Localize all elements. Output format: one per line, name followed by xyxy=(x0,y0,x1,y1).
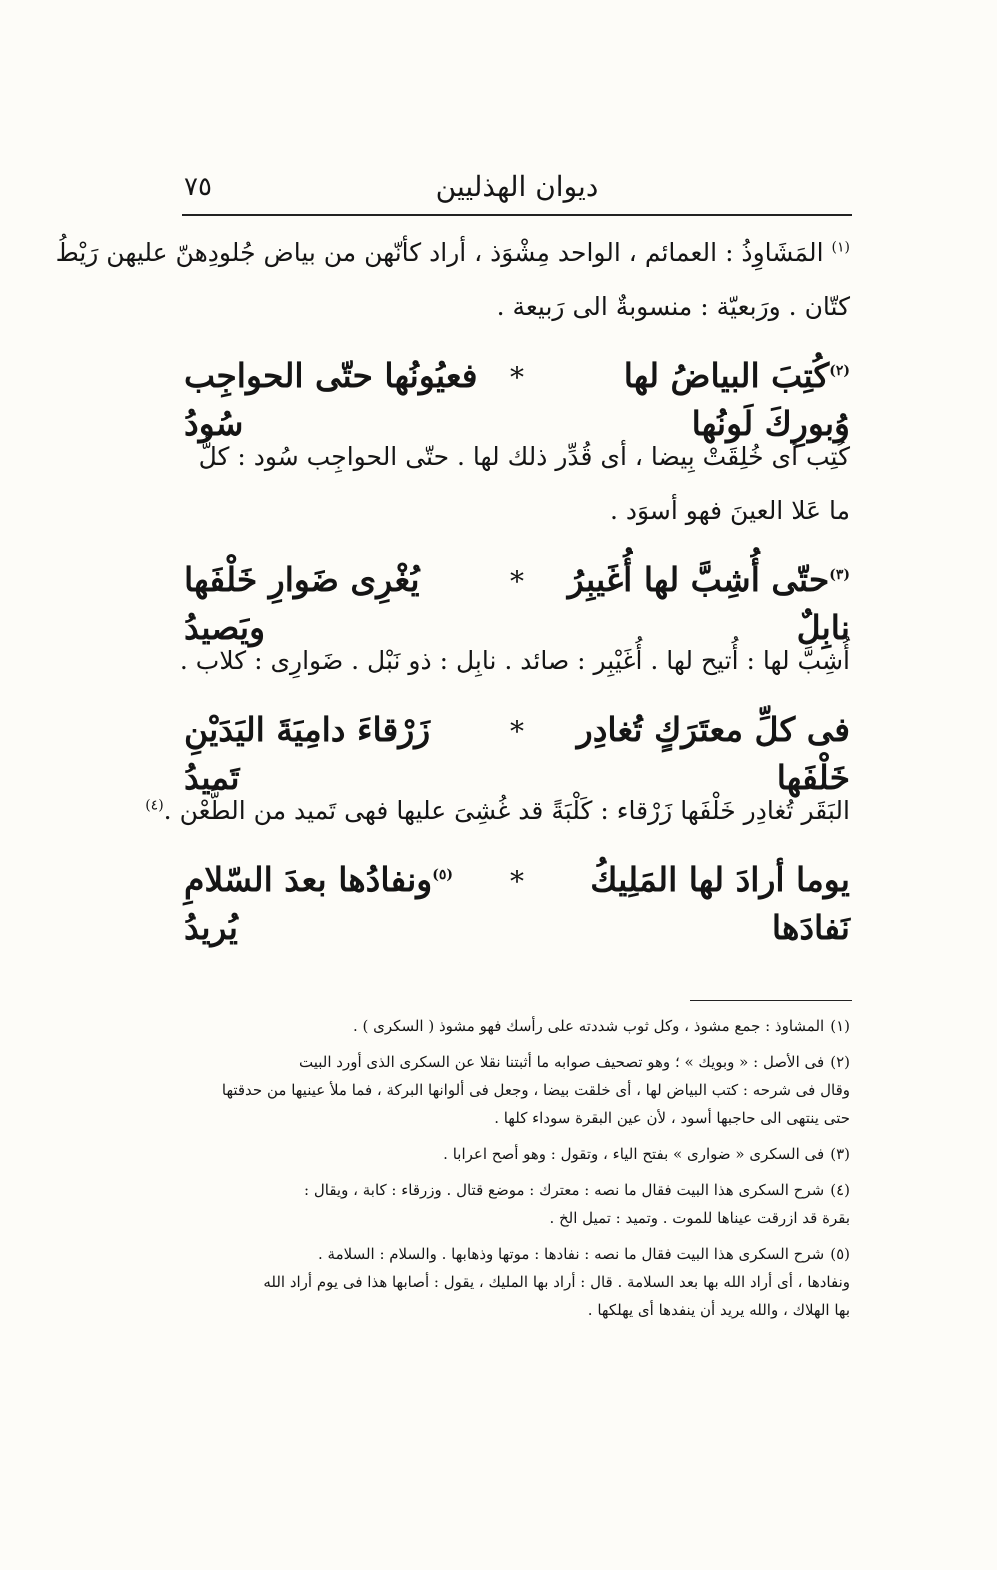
page-header xyxy=(184,168,850,208)
footnote-line xyxy=(184,1048,850,1076)
gloss-line xyxy=(55,236,850,270)
verse-second-hemistich xyxy=(184,856,491,952)
footnote-line xyxy=(184,1176,850,1204)
gloss-text: كتّان . ورَبعيّة : منسوبةٌ الى رَبيعة . xyxy=(496,292,850,321)
verse-second-hemistich: زَرْقاءَ دامِيَةَ اليَدَيْنِ تَميدُ xyxy=(184,710,431,797)
footnote-line xyxy=(184,1240,850,1268)
gloss-line xyxy=(179,644,850,678)
footnote-text: فى السكرى « ضوارى » بفتح الياء ، وتقول : وهو أصح اعرابا . xyxy=(443,1145,825,1163)
gloss-text: أُشِبَّ لها : أُتيح لها . أُغَيْبِر : صائد . نابِل : ذو نَبْل . ضَوارِى : كلاب . xyxy=(179,646,850,675)
verse-separator-asterisk: * xyxy=(510,715,524,748)
verse-separator-asterisk: * xyxy=(510,865,524,898)
gloss-line xyxy=(184,494,850,528)
footnote-number: (٣) xyxy=(830,1145,850,1163)
verse-first-hemistich xyxy=(543,352,850,448)
verse-second-hemistich: يُغْرِى ضَوارِ خَلْفَها ويَصيدُ xyxy=(184,560,420,647)
footnote xyxy=(184,1140,850,1168)
verse-first-hemistich xyxy=(543,556,850,652)
gloss-text: ما عَلا العينَ فهو أسوَد . xyxy=(609,496,850,525)
footnote-line: حتى ينتهى الى حاجبها أسود ، لأن عين البقرة سوداء كلها . xyxy=(494,1109,850,1127)
verse-second-hemistich: فعيُونُها حتّى الحواجِب سُودُ xyxy=(184,356,478,443)
footnote-text: المشاوذ : جمع مشوذ ، وكل ثوب شددته على رأسك فهو مشوذ ( السكرى ) . xyxy=(353,1017,825,1035)
gloss-text: المَشَاوِذُ : العمائم ، الواحد مِشْوَذ ، أراد كأنّهن من بياض جُلودِهنّ عليهن رَيْطُ xyxy=(55,238,824,267)
footnote-line: بقرة قد ازرقت عيناها للموت . وتميد : تميل الخ . xyxy=(549,1209,850,1227)
hemistich-text: كُتِبَ البياضُ لها وُبورِكَ لَونُها xyxy=(623,356,850,443)
footnote-marker: (٥) xyxy=(432,867,453,883)
gloss-line xyxy=(184,440,850,474)
footnote-number: (٢) xyxy=(830,1053,850,1071)
footnote-number: (٥) xyxy=(830,1245,850,1263)
gloss-line xyxy=(145,794,850,828)
gloss-text: كُتِب أى خُلِقَتْ بِيضا ، أى قُدِّر ذلك لها . حتّى الحواجِب سُود : كلُّ xyxy=(198,442,850,471)
footnote-marker: (٤) xyxy=(145,797,164,814)
footnote xyxy=(184,1176,850,1232)
running-title: ديوان الهذليين xyxy=(435,170,599,203)
footnote xyxy=(184,1012,850,1040)
gloss-line xyxy=(184,290,850,324)
hemistich-text: حتّى أُشِبَّ لها أُغَيبِرُ نابِلٌ xyxy=(567,560,850,647)
footnote-marker: (٣) xyxy=(829,567,850,583)
footnote-rule xyxy=(690,1000,852,1001)
footnote-text: شرح السكرى هذا البيت فقال ما نصه : نفادها : موتها وذهابها . والسلام : السلامة . xyxy=(318,1245,825,1263)
footnotes xyxy=(184,1012,850,1332)
footnote xyxy=(184,1048,850,1132)
footnote-line: وقال فى شرحه : كتب البياض لها ، أى خلقت بيضا ، وجعل فى ألوانها البركة ، فما ملأ عينيها من حدقتها xyxy=(221,1081,850,1099)
gloss-text: البَقَر تُغادِر خَلْفَها زَرْقاء : كَلْبَةً قد غُشِىَ عليها فهى تَميد من الطَّعْن . xyxy=(163,796,850,825)
footnote-line: ونفادها ، أى أراد الله بها بعد السلامة . قال : أراد بها المليك ، يقول : أصابها هذا فى يوم أراد الله xyxy=(263,1273,850,1291)
page-number: ٧٥ xyxy=(184,172,212,202)
verse-line xyxy=(184,856,850,947)
footnote-marker: (١) xyxy=(831,239,850,256)
footnote-number: (١) xyxy=(830,1017,850,1035)
verse-first-hemistich: يوما أرادَ لها المَلِيكُ نَفادَها xyxy=(590,860,850,947)
verse-separator-asterisk: * xyxy=(510,565,524,598)
verse-line xyxy=(184,556,850,647)
verse-line xyxy=(184,706,850,797)
footnote-number: (٤) xyxy=(830,1181,850,1199)
hemistich-text: ونفادُها بعدَ السّلامِ يُريدُ xyxy=(184,860,433,947)
footnote-line xyxy=(184,1012,850,1040)
footnote xyxy=(184,1240,850,1324)
footnote-line xyxy=(184,1140,850,1168)
verse-first-hemistich: فى كلِّ معتَرَكٍ تُغادِر خَلْفَها xyxy=(576,710,850,797)
footnote-line: بها الهلاك ، والله يريد أن ينفدها أى يهلكها . xyxy=(587,1301,850,1319)
header-rule xyxy=(182,214,852,216)
main-text xyxy=(55,236,850,947)
footnote-text: شرح السكرى هذا البيت فقال ما نصه : معترك : موضع قتال . وزرقاء : كابة ، ويقال : xyxy=(304,1181,825,1199)
verse-line xyxy=(184,352,850,443)
verse-separator-asterisk: * xyxy=(510,361,524,394)
footnote-text: فى الأصل : « وبويك » ؛ وهو تصحيف صوابه ما أثبتنا نقلا عن السكرى الذى أورد البيت xyxy=(299,1053,825,1071)
footnote-marker: (٢) xyxy=(829,363,850,379)
